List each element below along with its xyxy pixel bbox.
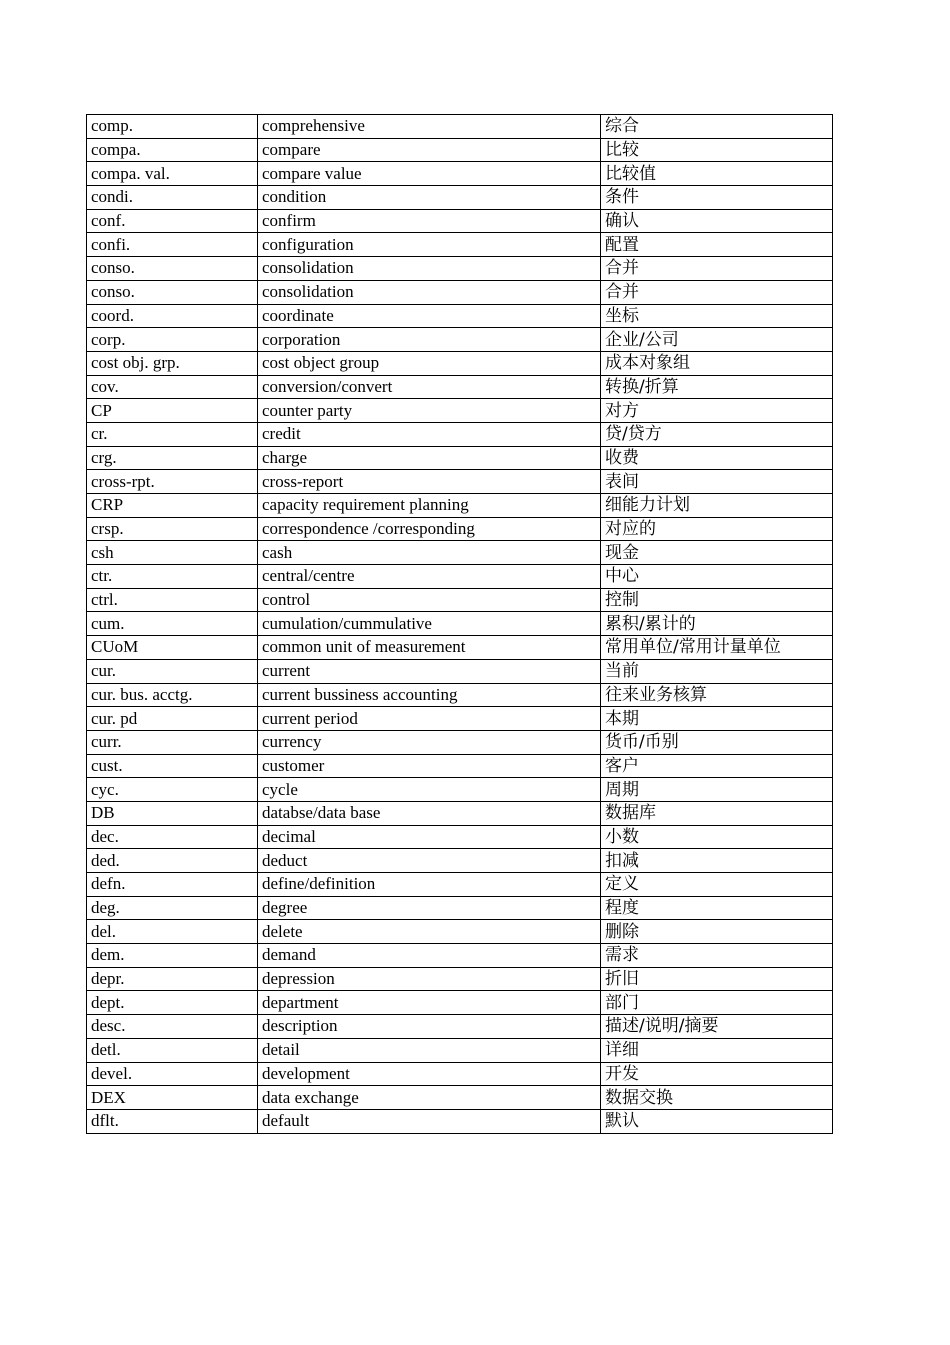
abbreviation-cell: detl. [87, 1038, 258, 1062]
term-cell: cumulation/cummulative [258, 612, 601, 636]
table-row [87, 351, 833, 375]
abbreviation-cell: ctr. [87, 565, 258, 589]
chinese-term-cell: 开发 [601, 1062, 833, 1086]
table-row [87, 446, 833, 470]
abbreviation-cell: cr. [87, 422, 258, 446]
abbreviation-cell: condi. [87, 186, 258, 210]
table-row [87, 967, 833, 991]
abbreviation-cell: conso. [87, 280, 258, 304]
chinese-term-cell: 细能力计划 [601, 494, 833, 518]
chinese-term-cell: 部门 [601, 991, 833, 1015]
term-cell: current bussiness accounting [258, 683, 601, 707]
table-row [87, 873, 833, 897]
abbreviation-cell: crsp. [87, 517, 258, 541]
table-row [87, 707, 833, 731]
abbreviation-cell: depr. [87, 967, 258, 991]
chinese-term-cell: 坐标 [601, 304, 833, 328]
term-cell: conversion/convert [258, 375, 601, 399]
chinese-term-cell: 程度 [601, 896, 833, 920]
term-cell: correspondence /corresponding [258, 517, 601, 541]
abbreviation-cell: DB [87, 801, 258, 825]
table-row [87, 849, 833, 873]
chinese-term-cell: 往来业务核算 [601, 683, 833, 707]
table-row [87, 280, 833, 304]
abbreviation-cell: cyc. [87, 778, 258, 802]
term-cell: cycle [258, 778, 601, 802]
chinese-term-cell: 条件 [601, 186, 833, 210]
term-cell: default [258, 1109, 601, 1133]
term-cell: currency [258, 730, 601, 754]
abbreviation-cell: desc. [87, 1015, 258, 1039]
term-cell: current period [258, 707, 601, 731]
abbreviation-cell: conso. [87, 257, 258, 281]
table-row [87, 138, 833, 162]
term-cell: description [258, 1015, 601, 1039]
abbreviation-cell: DEX [87, 1086, 258, 1110]
abbreviation-cell: cur. [87, 659, 258, 683]
table-row [87, 422, 833, 446]
chinese-term-cell: 企业/公司 [601, 328, 833, 352]
term-cell: delete [258, 920, 601, 944]
table-row [87, 494, 833, 518]
abbreviation-cell: CUoM [87, 636, 258, 660]
term-cell: decimal [258, 825, 601, 849]
table-row [87, 328, 833, 352]
chinese-term-cell: 扣减 [601, 849, 833, 873]
term-cell: cost object group [258, 351, 601, 375]
chinese-term-cell: 现金 [601, 541, 833, 565]
chinese-term-cell: 综合 [601, 115, 833, 139]
term-cell: central/centre [258, 565, 601, 589]
chinese-term-cell: 删除 [601, 920, 833, 944]
term-cell: deduct [258, 849, 601, 873]
table-row [87, 896, 833, 920]
term-cell: control [258, 588, 601, 612]
table-row [87, 825, 833, 849]
chinese-term-cell: 折旧 [601, 967, 833, 991]
chinese-term-cell: 周期 [601, 778, 833, 802]
table-row [87, 991, 833, 1015]
table-row [87, 517, 833, 541]
chinese-term-cell: 小数 [601, 825, 833, 849]
table-row [87, 233, 833, 257]
chinese-term-cell: 收费 [601, 446, 833, 470]
term-cell: consolidation [258, 280, 601, 304]
table-row [87, 754, 833, 778]
chinese-term-cell: 表间 [601, 470, 833, 494]
chinese-term-cell: 定义 [601, 873, 833, 897]
chinese-term-cell: 转换/折算 [601, 375, 833, 399]
term-cell: development [258, 1062, 601, 1086]
term-cell: compare [258, 138, 601, 162]
chinese-term-cell: 控制 [601, 588, 833, 612]
chinese-term-cell: 常用单位/常用计量单位 [601, 636, 833, 660]
term-cell: coordinate [258, 304, 601, 328]
abbreviation-cell: conf. [87, 209, 258, 233]
chinese-term-cell: 客户 [601, 754, 833, 778]
table-row [87, 1086, 833, 1110]
chinese-term-cell: 数据交换 [601, 1086, 833, 1110]
table-row [87, 778, 833, 802]
chinese-term-cell: 合并 [601, 257, 833, 281]
chinese-term-cell: 累积/累计的 [601, 612, 833, 636]
term-cell: credit [258, 422, 601, 446]
table-row [87, 612, 833, 636]
abbreviation-cell: crg. [87, 446, 258, 470]
table-row [87, 659, 833, 683]
abbreviation-cell: comp. [87, 115, 258, 139]
table-row [87, 115, 833, 139]
term-cell: corporation [258, 328, 601, 352]
abbreviation-cell: dept. [87, 991, 258, 1015]
chinese-term-cell: 货币/币别 [601, 730, 833, 754]
abbreviation-cell: cum. [87, 612, 258, 636]
abbreviation-cell: cur. bus. acctg. [87, 683, 258, 707]
table-row [87, 920, 833, 944]
abbreviation-cell: devel. [87, 1062, 258, 1086]
abbreviation-cell: compa. val. [87, 162, 258, 186]
abbreviation-cell: cov. [87, 375, 258, 399]
chinese-term-cell: 配置 [601, 233, 833, 257]
term-cell: consolidation [258, 257, 601, 281]
abbreviation-cell: cur. pd [87, 707, 258, 731]
term-cell: define/definition [258, 873, 601, 897]
abbreviation-cell: CRP [87, 494, 258, 518]
abbreviation-cell: cross-rpt. [87, 470, 258, 494]
abbreviation-cell: cust. [87, 754, 258, 778]
table-row [87, 541, 833, 565]
chinese-term-cell: 默认 [601, 1109, 833, 1133]
term-cell: data exchange [258, 1086, 601, 1110]
chinese-term-cell: 贷/贷方 [601, 422, 833, 446]
table-row [87, 257, 833, 281]
term-cell: department [258, 991, 601, 1015]
chinese-term-cell: 合并 [601, 280, 833, 304]
table-row [87, 209, 833, 233]
chinese-term-cell: 中心 [601, 565, 833, 589]
glossary-body [87, 115, 833, 1134]
chinese-term-cell: 对方 [601, 399, 833, 423]
table-row [87, 588, 833, 612]
table-row [87, 375, 833, 399]
abbreviation-cell: CP [87, 399, 258, 423]
table-row [87, 944, 833, 968]
abbreviation-cell: ctrl. [87, 588, 258, 612]
chinese-term-cell: 描述/说明/摘要 [601, 1015, 833, 1039]
table-row [87, 1109, 833, 1133]
chinese-term-cell: 确认 [601, 209, 833, 233]
chinese-term-cell: 对应的 [601, 517, 833, 541]
abbreviation-cell: confi. [87, 233, 258, 257]
table-row [87, 186, 833, 210]
table-row [87, 565, 833, 589]
term-cell: depression [258, 967, 601, 991]
term-cell: charge [258, 446, 601, 470]
abbreviation-cell: coord. [87, 304, 258, 328]
chinese-term-cell: 比较值 [601, 162, 833, 186]
term-cell: cross-report [258, 470, 601, 494]
table-row [87, 470, 833, 494]
table-row [87, 801, 833, 825]
term-cell: counter party [258, 399, 601, 423]
chinese-term-cell: 本期 [601, 707, 833, 731]
table-row [87, 730, 833, 754]
chinese-term-cell: 当前 [601, 659, 833, 683]
abbreviation-cell: csh [87, 541, 258, 565]
table-row [87, 636, 833, 660]
table-row [87, 399, 833, 423]
term-cell: comprehensive [258, 115, 601, 139]
table-row [87, 683, 833, 707]
abbreviation-cell: corp. [87, 328, 258, 352]
abbreviation-cell: defn. [87, 873, 258, 897]
table-row [87, 1062, 833, 1086]
abbreviation-cell: deg. [87, 896, 258, 920]
glossary-table [86, 114, 833, 1134]
chinese-term-cell: 数据库 [601, 801, 833, 825]
term-cell: capacity requirement planning [258, 494, 601, 518]
table-row [87, 1015, 833, 1039]
term-cell: confirm [258, 209, 601, 233]
table-row [87, 162, 833, 186]
term-cell: current [258, 659, 601, 683]
term-cell: condition [258, 186, 601, 210]
chinese-term-cell: 成本对象组 [601, 351, 833, 375]
table-row [87, 304, 833, 328]
abbreviation-cell: curr. [87, 730, 258, 754]
chinese-term-cell: 需求 [601, 944, 833, 968]
table-row [87, 1038, 833, 1062]
chinese-term-cell: 比较 [601, 138, 833, 162]
term-cell: customer [258, 754, 601, 778]
abbreviation-cell: dflt. [87, 1109, 258, 1133]
term-cell: common unit of measurement [258, 636, 601, 660]
abbreviation-cell: dec. [87, 825, 258, 849]
term-cell: cash [258, 541, 601, 565]
term-cell: demand [258, 944, 601, 968]
abbreviation-cell: del. [87, 920, 258, 944]
term-cell: databse/data base [258, 801, 601, 825]
term-cell: detail [258, 1038, 601, 1062]
chinese-term-cell: 详细 [601, 1038, 833, 1062]
term-cell: degree [258, 896, 601, 920]
term-cell: compare value [258, 162, 601, 186]
abbreviation-cell: ded. [87, 849, 258, 873]
abbreviation-cell: compa. [87, 138, 258, 162]
abbreviation-cell: dem. [87, 944, 258, 968]
abbreviation-cell: cost obj. grp. [87, 351, 258, 375]
term-cell: configuration [258, 233, 601, 257]
